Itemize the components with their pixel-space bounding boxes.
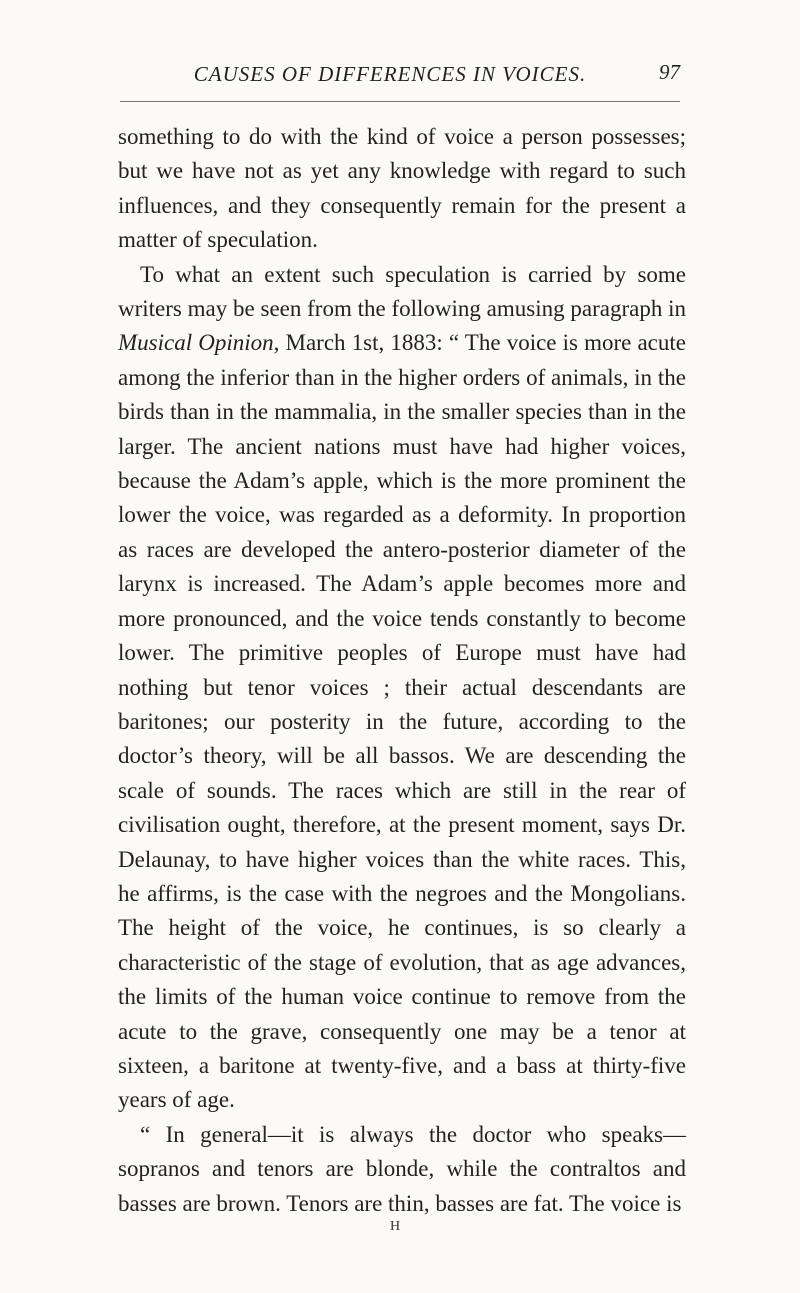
running-header (120, 58, 680, 98)
publication-title: Musical Opinion (118, 330, 274, 356)
paragraph-continuation: something to do with the kind of voice a person possesses; but we have not as yet any knowledge with regard to such influences, and they consequently remain for the present a matter of speculation. (118, 124, 686, 253)
page-number: 97 (659, 60, 680, 84)
chapter-title: CAUSES OF DIFFERENCES IN VOICES. (193, 62, 587, 86)
paragraph-text: To what an extent such speculation is carried by some writers may be seen from the following amusing paragraph in (118, 261, 686, 322)
signature-mark: H (390, 1219, 402, 1234)
paragraph-quotation: “ In general—it is always the doctor who speaks—sopranos and tenors are blonde, while the contraltos and basses are brown. Tenors are thin, basses are fat. The voice is (118, 1121, 686, 1216)
page-body (118, 120, 686, 1221)
paragraph-quotation-intro (118, 258, 686, 1118)
paragraph-text: , March 1st, 1883: “ The voice is more acute among the inferior than in the higher orders of animals, in the birds than in the mammalia, in the smaller species than in the larger. The ancient nations must have had higher voices, because the Adam’s apple, which is the more prominent the lower the voice, was regarded as a deformity. In proportion as races are developed the antero-posterior diameter of the larynx is increased. The Adam’s apple becomes more and more pronounced, and the voice tends constantly to become lower. The primitive peoples of Europe must have had nothing but tenor voices ; their actual descendants are baritones; our posterity in the future, according to the doctor’s theory, will be all bassos. We are descending the scale of sounds. The races which are still in the rear of civilisation ought, therefore, at the present moment, says Dr. Delaunay, to have higher voices than the white races. This, he affirms, is the case with the negroes and the Mongolians. The height of the voice, he continues, is so clearly a characteristic of the stage of evolution, that as age advances, the limits of the human voice continue to remove from the acute to the grave, consequently one may be a tenor at sixteen, a baritone at twenty-five, and a bass at thirty-five years of age. (118, 330, 686, 1113)
header-rule (120, 101, 680, 102)
